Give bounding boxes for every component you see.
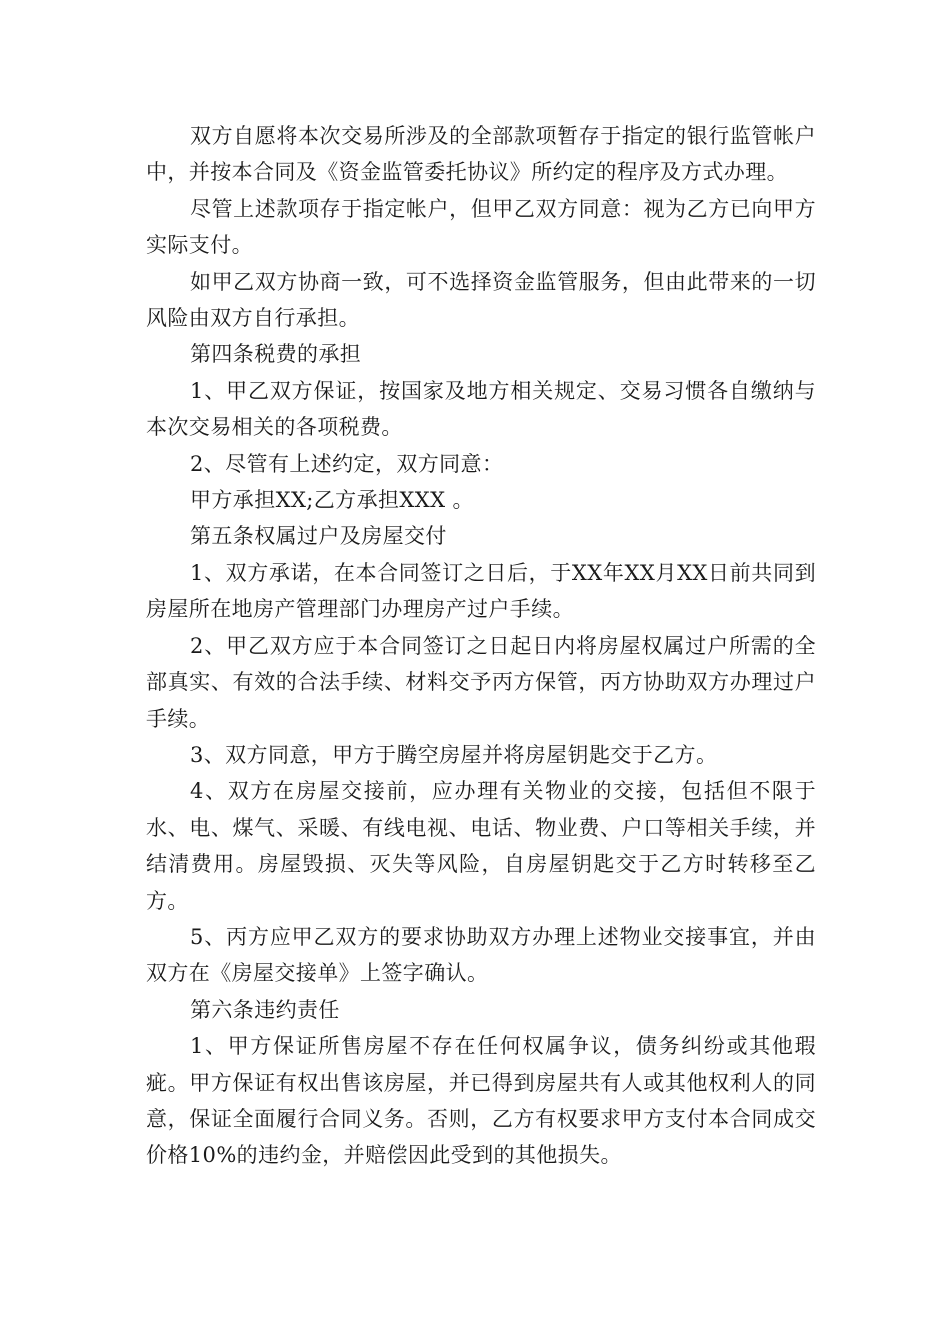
paragraph: 2、甲乙双方应于本合同签订之日起日内将房屋权属过户所需的全部真实、有效的合法手续、材料交予丙方保管，丙方协助双方办理过户手续。 [146,633,816,731]
paragraph: 1、甲乙双方保证，按国家及地方相关规定、交易习惯各自缴纳与本次交易相关的各项税费。 [146,378,816,440]
paragraph: 3、双方同意，甲方于腾空房屋并将房屋钥匙交于乙方。 [190,742,718,767]
document-body [146,118,816,1174]
paragraph: 尽管上述款项存于指定帐户，但甲乙双方同意：视为乙方已向甲方实际支付。 [146,196,816,258]
paragraph: 双方自愿将本次交易所涉及的全部款项暂存于指定的银行监管帐户中，并按本合同及《资金监管委托协议》所约定的程序及方式办理。 [146,124,816,185]
paragraph: 1、甲方保证所售房屋不存在任何权属争议，债务纠纷或其他瑕疵。甲方保证有权出售该房屋，并已得到房屋共有人或其他权利人的同意，保证全面履行合同义务。否则，乙方有权要求甲方支付本合同成交价格10%的违约金，并赔偿因此受到的其他损失。 [146,1034,816,1168]
paragraph: 甲方承担XX;乙方承担XXX 。 [190,488,474,513]
paragraph: 4、双方在房屋交接前，应办理有关物业的交接，包括但不限于水、电、煤气、采暖、有线电视、电话、物业费、户口等相关手续，并结清费用。房屋毁损、灭失等风险，自房屋钥匙交于乙方时转移至乙方。 [146,779,816,913]
paragraph: 如甲乙双方协商一致，可不选择资金监管服务，但由此带来的一切风险由双方自行承担。 [146,269,816,331]
section-heading: 第六条违约责任 [190,997,340,1022]
paragraph: 2、尽管有上述约定，双方同意： [190,451,504,476]
section-heading: 第五条权属过户及房屋交付 [190,524,447,549]
section-heading: 第四条税费的承担 [190,342,362,367]
paragraph: 1、双方承诺，在本合同签订之日后，于XX年XX月XX日前共同到房屋所在地房产管理部门办理房产过户手续。 [146,560,816,622]
paragraph: 5、丙方应甲乙双方的要求协助双方办理上述物业交接事宜，并由双方在《房屋交接单》上签字确认。 [146,924,816,986]
